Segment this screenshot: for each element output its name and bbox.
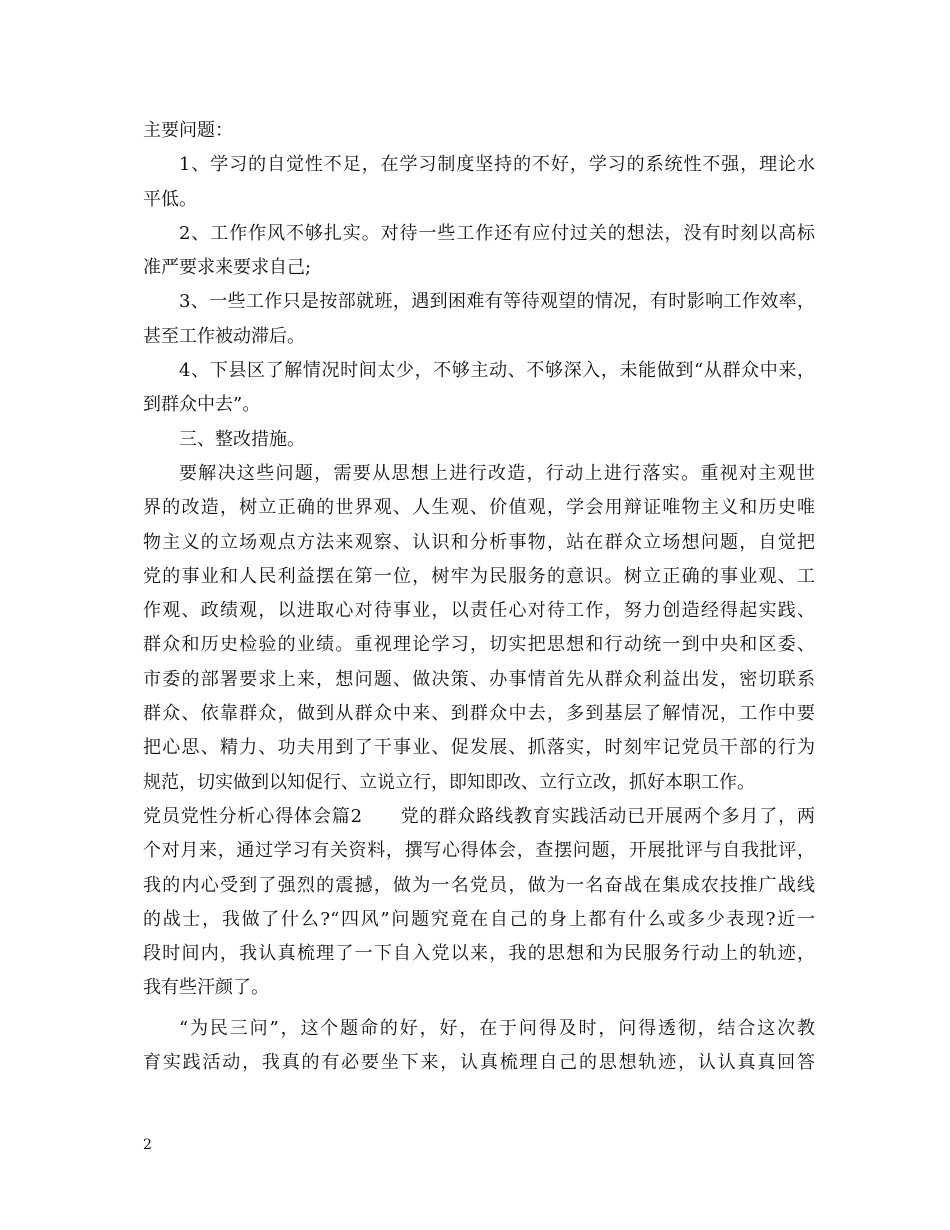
page-number: 2 <box>143 1137 152 1153</box>
document-body <box>143 114 815 1080</box>
text-line: 育实践活动，我真的有必要坐下来，认真梳理自己的思想轨迹，认认真真回答 <box>143 1052 815 1074</box>
text-line: 3、一些工作只是按部就班，遇到困难有等待观望的情况，有时影响工作效率， <box>179 291 815 313</box>
text-line: 三、整改措施。 <box>179 428 305 450</box>
text-line: 甚至工作被动滞后。 <box>143 325 305 347</box>
text-line: 我有些汗颜了。 <box>143 977 269 999</box>
text-line: 主要问题： <box>143 120 233 141</box>
text-line: 4、下县区了解情况时间太少，不够主动、不够深入，未能做到“从群众中来， <box>179 360 815 382</box>
text-line: 市委的部署要求上来，想问题、做决策、办事情首先从群众利益出发，密切联系 <box>143 668 815 690</box>
text-line: 界的改造，树立正确的世界观、人生观、价值观，学会用辩证唯物主义和历史唯 <box>143 497 815 519</box>
text-line: 平低。 <box>143 188 197 210</box>
text-line: 把心思、精力、功夫用到了干事业、促发展、抓落实，时刻牢记党员干部的行为 <box>143 737 815 759</box>
text-line: 到群众中去”。 <box>143 394 261 416</box>
text-line: 物主义的立场观点方法来观察、认识和分析事物，站在群众立场想问题，自觉把 <box>143 531 815 553</box>
text-line: 2、工作作风不够扎实。对待一些工作还有应付过关的想法，没有时刻以高标 <box>179 222 815 244</box>
text-line: 1、学习的自觉性不足，在学习制度坚持的不好，学习的系统性不强，理论水 <box>179 154 815 176</box>
text-line: 准严要求来要求自己; <box>143 257 312 279</box>
text-line: 个对月来，通过学习有关资料，撰写心得体会，查摆问题，开展批评与自我批评， <box>143 840 815 862</box>
text-line: 我的内心受到了强烈的震撼，做为一名党员，做为一名奋战在集成农技推广战线 <box>143 874 815 896</box>
text-line: 群众、依靠群众，做到从群众中来、到群众中去，多到基层了解情况，工作中要 <box>143 703 815 725</box>
text-line: 党员党性分析心得体会篇2 党的群众路线教育实践活动已开展两个多月了，两 <box>143 805 815 827</box>
text-line: 党的事业和人民利益摆在第一位，树牢为民服务的意识。树立正确的事业观、工 <box>143 565 815 587</box>
text-line: 段时间内，我认真梳理了一下自入党以来，我的思想和为民服务行动上的轨迹， <box>143 943 815 965</box>
text-line: 的战士，我做了什么?“四风”问题究竟在自己的身上都有什么或多少表现?近一 <box>143 908 815 930</box>
text-line: 要解决这些问题，需要从思想上进行改造，行动上进行落实。重视对主观世 <box>179 462 815 484</box>
text-line: 规范，切实做到以知促行、立说立行，即知即改、立行立改，抓好本职工作。 <box>143 771 755 793</box>
text-line: “为民三问”，这个题命的好，好，在于问得及时，问得透彻，结合这次教 <box>179 1017 815 1039</box>
text-line: 作观、政绩观，以进取心对待事业，以责任心对待工作，努力创造经得起实践、 <box>143 600 815 622</box>
text-line: 群众和历史检验的业绩。重视理论学习，切实把思想和行动统一到中央和区委、 <box>143 634 815 656</box>
